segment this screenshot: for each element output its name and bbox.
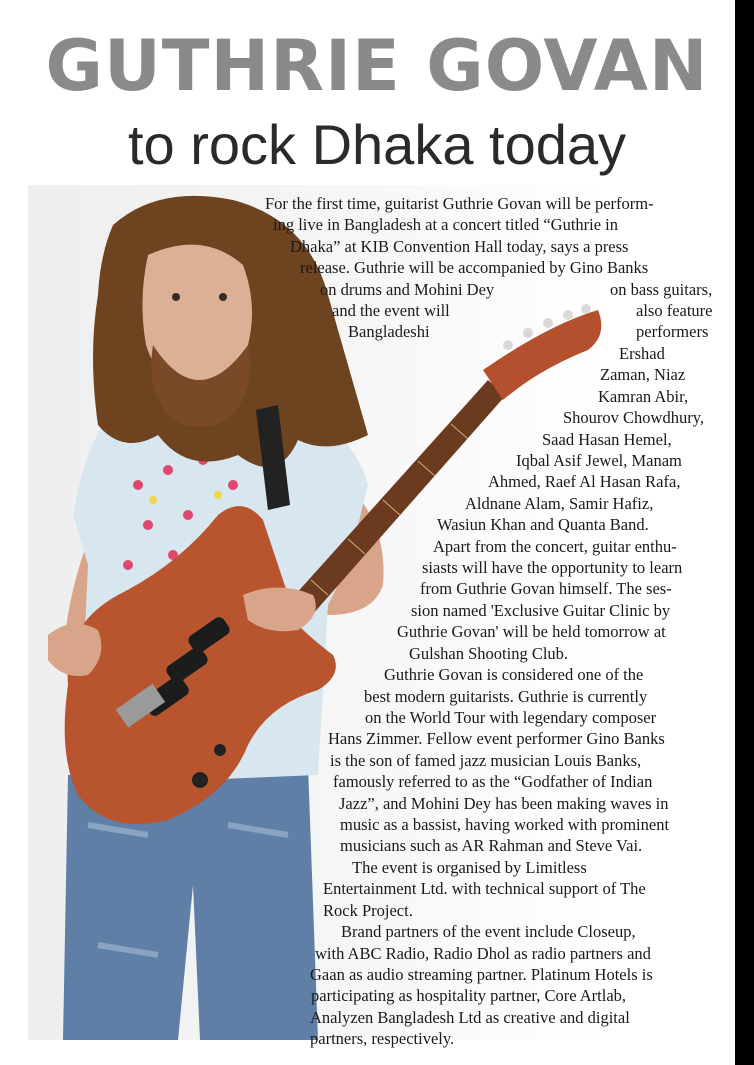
article-line: from Guthrie Govan himself. The ses-: [420, 579, 672, 598]
article-line: siasts will have the opportunity to learn: [422, 558, 683, 577]
article-line: release. Guthrie will be accompanied by Gino Banks: [300, 258, 649, 277]
article-line: on bass guitars,: [610, 280, 713, 299]
article-line: Analyzen Bangladesh Ltd as creative and digital: [310, 1008, 630, 1027]
article-line: on the World Tour with legendary composer: [365, 708, 657, 727]
article-line: For the first time, guitarist Guthrie Govan will be perform-: [265, 194, 654, 213]
article-line: and the event will: [332, 301, 450, 320]
article-line: Kamran Abir,: [598, 387, 689, 406]
article-line: Guthrie Govan' will be held tomorrow at: [397, 622, 666, 641]
article-line: performers: [636, 322, 709, 341]
article-line: Hans Zimmer. Fellow event performer Gino Banks: [328, 729, 665, 748]
article-line: Gaan as audio streaming partner. Platinum Hotels is: [310, 965, 653, 984]
article-line: is the son of famed jazz musician Louis Banks,: [330, 751, 642, 770]
article-line: Saad Hasan Hemel,: [542, 430, 672, 449]
article-line: also feature: [636, 301, 713, 320]
article-line: Brand partners of the event include Closeup,: [341, 922, 636, 941]
article-line: Jazz”, and Mohini Dey has been making waves in: [339, 794, 669, 813]
article-line: famously referred to as the “Godfather of Indian: [333, 772, 653, 791]
article-line: Guthrie Govan is considered one of the: [384, 665, 644, 684]
article-line: Bangladeshi: [348, 322, 430, 341]
article-line: on drums and Mohini Dey: [320, 280, 495, 299]
article-line: Apart from the concert, guitar enthu-: [433, 537, 677, 556]
guitar-headstock: [483, 310, 601, 400]
article-line: best modern guitarists. Guthrie is currently: [364, 687, 648, 706]
article-line: Rock Project.: [323, 901, 413, 920]
article-line: Shourov Chowdhury,: [563, 408, 705, 427]
article-line: Ahmed, Raef Al Hasan Rafa,: [488, 472, 681, 491]
article-line: sion named 'Exclusive Guitar Clinic by: [411, 601, 671, 620]
article-line: participating as hospitality partner, Core Artlab,: [311, 986, 627, 1005]
article-line: Dhaka” at KIB Convention Hall today, says a press: [290, 237, 629, 256]
article-line: The event is organised by Limitless: [352, 858, 587, 877]
article-line: Gulshan Shooting Club.: [409, 644, 569, 663]
article-line: musicians such as AR Rahman and Steve Vai.: [340, 836, 643, 855]
article-line: Wasiun Khan and Quanta Band.: [437, 515, 649, 534]
article-line: Zaman, Niaz: [600, 365, 686, 384]
subheadline: to rock Dhaka today: [127, 113, 627, 176]
article-line: Aldnane Alam, Samir Hafiz,: [465, 494, 654, 513]
article-line: with ABC Radio, Radio Dhol as radio partners and: [315, 944, 651, 963]
article-line: Iqbal Asif Jewel, Manam: [516, 451, 682, 470]
headline: GUTHRIE GOVAN: [45, 25, 709, 107]
left-hand: [48, 624, 101, 676]
article-line: ing live in Bangladesh at a concert titled “Guthrie in: [273, 215, 619, 234]
article-line: partners, respectively.: [310, 1029, 455, 1048]
article-line: music as a bassist, having worked with prominent: [340, 815, 670, 834]
article-line: Entertainment Ltd. with technical support of The: [323, 879, 646, 898]
article-line: Ershad: [619, 344, 665, 363]
